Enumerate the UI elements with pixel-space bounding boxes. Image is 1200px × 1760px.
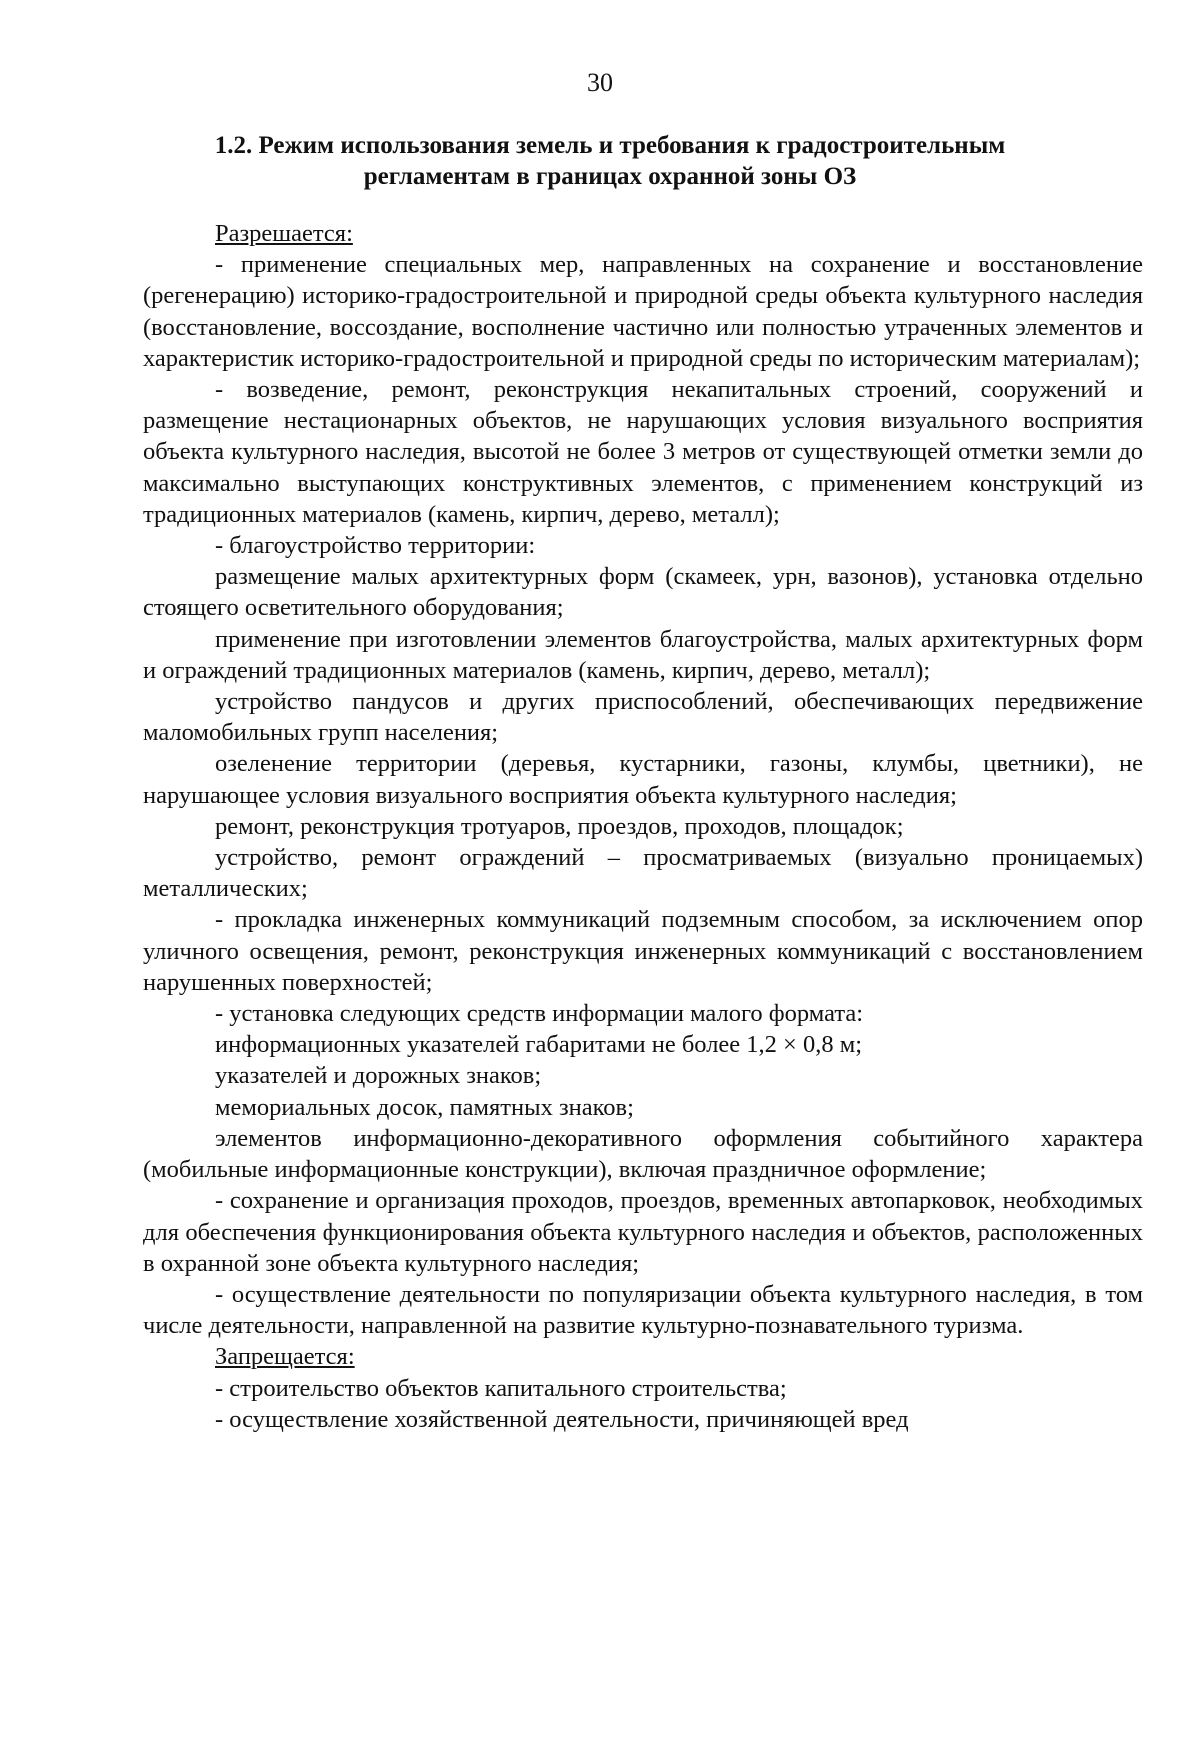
allowed-item-info-means: - установка следующих средств информации малого формата: xyxy=(215,1000,864,1028)
document-body xyxy=(143,218,1143,1435)
forbidden-item-construction: - строительство объектов капитального строительства; xyxy=(215,1374,787,1402)
allowed-subitem-ramps: устройство пандусов и других приспособлений, обеспечивающих передвижение маломобильных групп населения; xyxy=(143,688,1143,747)
allowed-subitem-signs: информационных указателей габаритами не более 1,2 × 0,8 м; xyxy=(215,1031,863,1059)
allowed-item-popularization: - осуществление деятельности по популяризации объекта культурного наследия, в том числе деятельности, направленной на развитие культурно-познавательного туризма. xyxy=(143,1280,1143,1340)
allowed-subitem-road-signs: указателей и дорожных знаков; xyxy=(215,1062,542,1090)
forbidden-heading: Запрещается: xyxy=(215,1343,355,1371)
allowed-subitem-sidewalks: ремонт, реконструкция тротуаров, проездов, проходов, площадок; xyxy=(215,812,904,840)
allowed-subitem-decorations: элементов информационно-декоративного оформления событийного характера (мобильные информационные конструкции), включая праздничное оформление; xyxy=(143,1124,1143,1184)
allowed-item-utilities: - прокладка инженерных коммуникаций подземным способом, за исключением опор уличного освещения, ремонт, реконструкция инженерных коммуникаций с восстановлением нарушенных поверхностей; xyxy=(143,906,1143,996)
allowed-subitem-memorial-plaques: мемориальных досок, памятных знаков; xyxy=(215,1093,634,1121)
allowed-item-landscaping: - благоустройство территории: xyxy=(215,532,536,560)
allowed-heading: Разрешается: xyxy=(215,220,353,247)
allowed-subitem-materials: применение при изготовлении элементов благоустройства, малых архитектурных форм и ограждений традиционных материалов (камень, кирпич, дерево, металл); xyxy=(143,625,1143,684)
forbidden-item-economic-activity: - осуществление хозяйственной деятельности, причиняющей вред xyxy=(215,1405,909,1433)
section-title xyxy=(160,130,1060,192)
page-number: 30 xyxy=(587,68,613,97)
allowed-subitem-fences: устройство, ремонт ограждений – просматриваемых (визуально проницаемых) металлических; xyxy=(143,844,1143,903)
section-title-line-2: регламентам в границах охранной зоны ОЗ xyxy=(363,163,857,190)
allowed-subitem-small-forms: размещение малых архитектурных форм (скамеек, урн, вазонов), установка отдельно стоящего осветительного оборудования; xyxy=(143,563,1143,622)
allowed-item-preservation: - применение специальных мер, направленных на сохранение и восстановление (регенерацию) историко-градостроительной и природной среды объекта культурного наследия (восстановление, воссоздание, восполнение частично или полностью утраченных элементов и характеристик историко-градостроительной и природной среды по историческим материалам); xyxy=(143,251,1143,372)
allowed-item-temporary-structures: - возведение, ремонт, реконструкция некапитальных строений, сооружений и размещение нестационарных объектов, не нарушающих условия визуального восприятия объекта культурного наследия, высотой не более 3 метров от существующей отметки земли до максимально выступающих конструктивных элементов, с применением конструкций из традиционных материалов (камень, кирпич, дерево, металл); xyxy=(143,376,1143,528)
allowed-subitem-greenery: озеленение территории (деревья, кустарники, газоны, клумбы, цветники), не нарушающее условия визуального восприятия объекта культурного наследия; xyxy=(143,750,1143,809)
section-title-line-1: 1.2. Режим использования земель и требования к градостроительным xyxy=(214,132,1006,159)
allowed-item-passages: - сохранение и организация проходов, проездов, временных автопарковок, необходимых для обеспечения функционирования объекта культурного наследия и объектов, расположенных в охранной зоне объекта культурного наследия; xyxy=(143,1187,1143,1277)
